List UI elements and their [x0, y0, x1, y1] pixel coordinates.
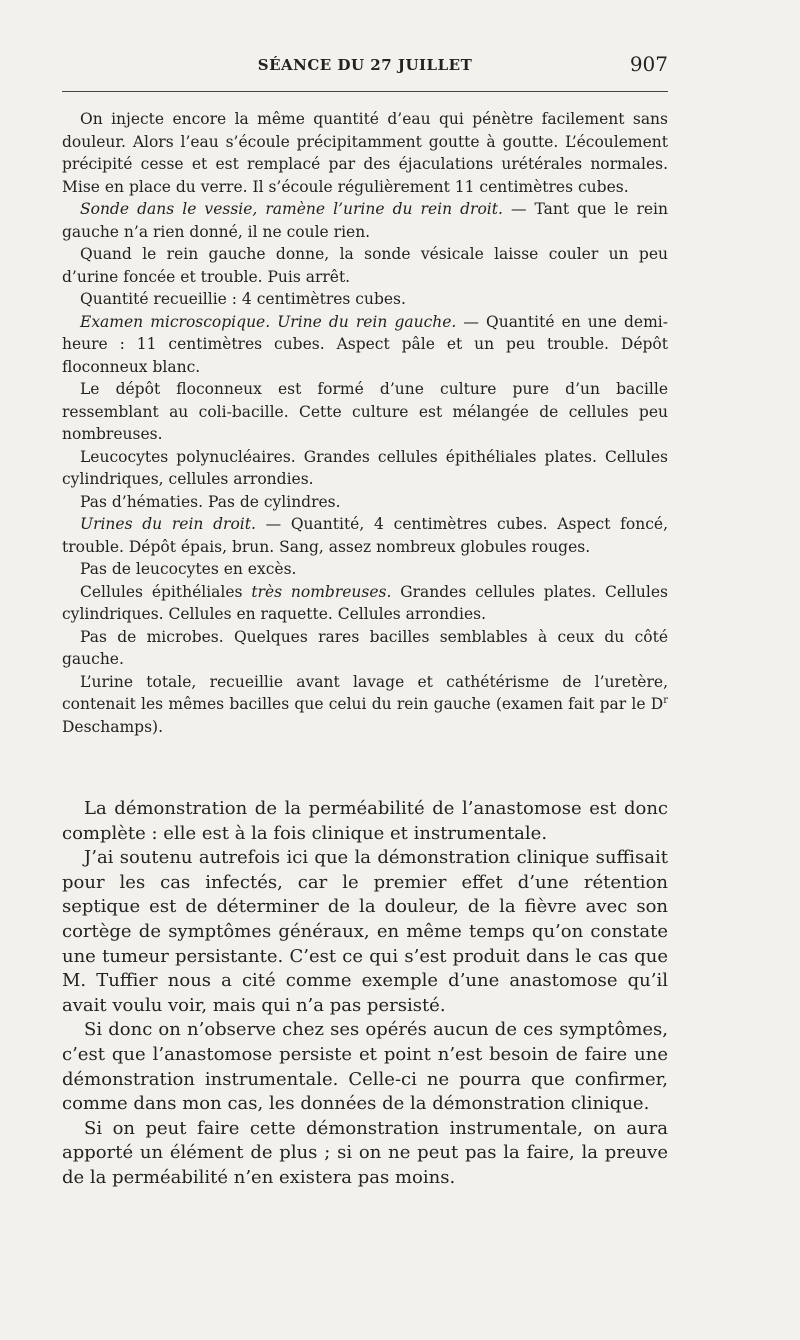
paragraph-text: On injecte encore la même quantité d’eau qui pénètre facilement sans douleur. Alors l’eau s’écoule précipitamment goutte à goutte. L’écoulement précipité cesse et est remplacé par des éjaculations urétérales normales. Mise en place du verre. Il s’écoule régulièrement 11 centimètres cubes. — [62, 110, 668, 196]
italic-heading: Urines du rein droit. — [80, 515, 256, 533]
paragraph — [62, 797, 668, 846]
paragraph-text: Deschamps). — [62, 717, 164, 736]
paragraph-text: La démonstration de la perméabilité de l’anastomose est donc complète : elle est à la fois clinique et instrumentale. — [62, 798, 668, 844]
paragraph-text: Leucocytes polynucléaires. Grandes cellules épithéliales plates. Cellules cylindriques, cellules arrondies. — [62, 447, 668, 488]
paragraph — [62, 378, 668, 446]
paragraph-text: — Quantité, 4 centimètres cubes. Aspect foncé, trouble. Dépôt épais, brun. Sang, assez nombreux globules rouges. — [62, 515, 669, 556]
paragraph-text: Si on peut faire cette démonstration instrumentale, on aura apporté un élément de plus ; si on ne peut pas la faire, la preuve de la perméabilité n’en existera pas moins. — [62, 1117, 668, 1188]
paragraph — [62, 1018, 668, 1116]
case-observation-notes — [62, 108, 668, 738]
paragraph-text: Quand le rein gauche donne, la sonde vésicale laisse couler un peu d’urine foncée et trouble. Puis arrêt. — [62, 245, 668, 286]
superscript: r — [663, 694, 668, 706]
page-number: 907 — [629, 52, 668, 76]
paragraph — [62, 846, 668, 1018]
paragraph — [62, 311, 668, 379]
discussion-text — [62, 797, 668, 1191]
paragraph — [62, 446, 668, 491]
paragraph — [62, 558, 668, 581]
paragraph-text: Le dépôt floconneux est formé d’une culture pure d’un bacille ressemblant au coli-bacille. Cette culture est mélangée de cellules peu nombreuses. — [62, 380, 668, 443]
paragraph-text: J’ai soutenu autrefois ici que la démonstration clinique suffisait pour les cas infectés, car le premier effet d’une rétention septique est de déterminer de la douleur, de la fièvre avec son cortège de symptômes généraux, en même temps qu’on constate une tumeur persistante. C’est ce qui s’est produit dans le cas que M. Tuffier nous a cité comme exemple d’une anastomose qu’il avait voulu voir, mais qui n’a pas persisté. — [62, 847, 668, 1016]
paragraph — [62, 108, 668, 198]
paragraph — [62, 513, 668, 558]
paragraph-text: Pas de microbes. Quelques rares bacilles semblables à ceux du côté gauche. — [62, 627, 668, 668]
paragraph-text: Quantité recueillie : 4 centimètres cubes. — [80, 290, 406, 308]
paragraph — [62, 1117, 668, 1191]
paragraph-text: Pas d’hématies. Pas de cylindres. — [80, 492, 341, 511]
paragraph — [62, 243, 668, 288]
paragraph — [62, 671, 668, 739]
paragraph — [62, 626, 668, 671]
paragraph-text: Cellules épithéliales — [80, 582, 252, 601]
paragraph-text: Pas de leucocytes en excès. — [80, 560, 297, 578]
paragraph-text: — Tant que le rein gauche n’a rien donné, il ne coule rien. — [62, 200, 668, 241]
paragraph — [62, 288, 668, 311]
italic-phrase: très nombreuses. — [251, 582, 392, 601]
paragraph-text: Si donc on n’observe chez ses opérés aucun de ces symptômes, c’est que l’anastomose persiste et point n’est besoin de faire une démonstration instrumentale. Celle-ci ne pourra que confirmer, comme dans mon cas, les données de la démonstration clinique. — [62, 1019, 668, 1115]
page — [62, 0, 668, 1340]
paragraph — [62, 491, 668, 514]
paragraph — [62, 198, 668, 243]
paragraph-text: Grandes cellules plates. Cellules cylindriques. Cellules en raquette. Cellules arrondies. — [62, 582, 669, 623]
header-rule — [62, 91, 668, 92]
running-head — [62, 52, 668, 78]
paragraph-text: — Quantité en une demi-heure : 11 centimètres cubes. Aspect pâle et un peu trouble. Dépôt floconneux blanc. — [62, 312, 668, 376]
running-title: SÉANCE DU 27 JUILLET — [257, 56, 473, 74]
paragraph-text: L’urine totale, recueillie avant lavage et cathétérisme de l’uretère, contenait les mêmes bacilles que celui du rein gauche (examen fait par le D — [62, 672, 668, 713]
italic-heading: Examen microscopique. Urine du rein gauche. — [80, 312, 457, 331]
italic-heading: Sonde dans le vessie, ramène l’urine du rein droit. — [80, 200, 503, 218]
paragraph — [62, 581, 668, 626]
